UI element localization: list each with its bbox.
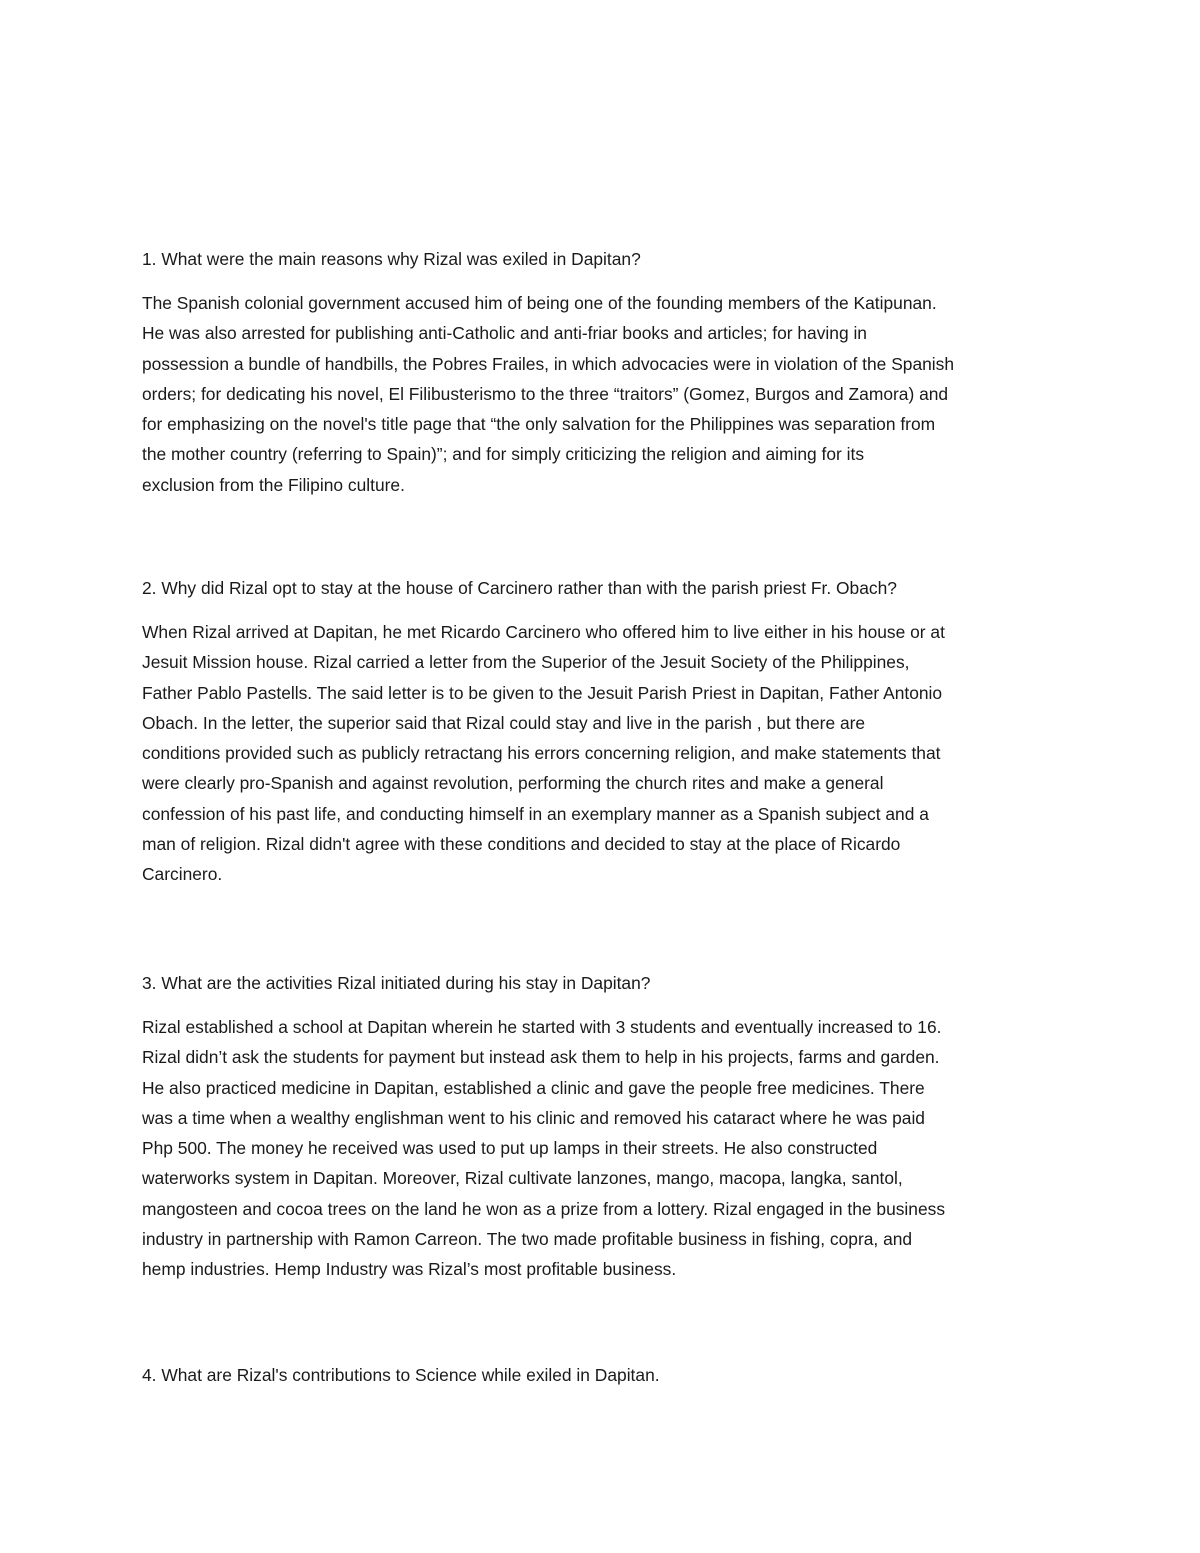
answer-line: Father Pablo Pastells. The said letter is to be given to the Jesuit Parish Priest in Dapitan, Father Antonio: [142, 682, 943, 703]
question-section-4: [142, 1360, 660, 1390]
answer-line: The Spanish colonial government accused him of being one of the founding members of the Katipunan.: [142, 293, 937, 313]
question-1-heading: 1. What were the main reasons why Rizal was exiled in Dapitan?: [142, 249, 641, 269]
answer-line: hemp industries. Hemp Industry was Rizal’s most profitable business.: [142, 1259, 677, 1280]
answer-line: was a time when a wealthy englishman went to his clinic and removed his cataract where he was paid: [142, 1107, 925, 1128]
answer-line: orders; for dedicating his novel, El Filibusterismo to the three “traitors” (Gomez, Burgos and Zamora) and: [142, 383, 949, 404]
answer-line: conditions provided such as publicly retractang his errors concerning religion, and make statements that: [142, 743, 941, 764]
answer-line: Carcinero.: [142, 864, 223, 885]
answer-line: Jesuit Mission house. Rizal carried a letter from the Superior of the Jesuit Society of the Philippines,: [142, 652, 910, 673]
answer-line: Rizal didn’t ask the students for payment but instead ask them to help in his projects, farms and garden.: [142, 1047, 940, 1068]
answer-1-paragraph: [142, 288, 954, 500]
question-section-3: [142, 968, 945, 1285]
question-4-heading: 4. What are Rizal's contributions to Science while exiled in Dapitan.: [142, 1365, 660, 1385]
answer-line: industry in partnership with Ramon Carreon. The two made profitable business in fishing, copra, and: [142, 1229, 913, 1250]
question-section-2: [142, 573, 945, 890]
answer-line: When Rizal arrived at Dapitan, he met Ricardo Carcinero who offered him to live either in his house or at: [142, 622, 945, 642]
question-section-1: [142, 244, 954, 500]
answer-line: waterworks system in Dapitan. Moreover, Rizal cultivate lanzones, mango, macopa, langka, santol,: [142, 1168, 903, 1189]
answer-line: mangosteen and cocoa trees on the land he won as a prize from a lottery. Rizal engaged in the business: [142, 1198, 946, 1219]
answer-line: Php 500. The money he received was used to put up lamps in their streets. He also constructed: [142, 1138, 878, 1159]
answer-line: exclusion from the Filipino culture.: [142, 474, 405, 495]
answer-line: Rizal established a school at Dapitan wherein he started with 3 students and eventually increased to 16.: [142, 1017, 942, 1037]
question-2-heading: 2. Why did Rizal opt to stay at the house of Carcinero rather than with the parish priest Fr. Obach?: [142, 578, 897, 598]
answer-line: the mother country (referring to Spain)”; and for simply criticizing the religion and aiming for its: [142, 444, 865, 465]
answer-line: possession a bundle of handbills, the Pobres Frailes, in which advocacies were in violation of the Spanish: [142, 353, 955, 374]
answer-2-paragraph: [142, 617, 945, 890]
question-3-heading: 3. What are the activities Rizal initiated during his stay in Dapitan?: [142, 973, 651, 993]
answer-line: He also practiced medicine in Dapitan, established a clinic and gave the people free medicines. There: [142, 1077, 925, 1098]
answer-line: for emphasizing on the novel's title page that “the only salvation for the Philippines was separation from: [142, 414, 936, 435]
answer-line: were clearly pro-Spanish and against revolution, performing the church rites and make a general: [142, 773, 884, 794]
answer-3-paragraph: [142, 1012, 945, 1285]
answer-line: man of religion. Rizal didn't agree with these conditions and decided to stay at the place of Ricardo: [142, 834, 901, 855]
answer-line: He was also arrested for publishing anti-Catholic and anti-friar books and articles; for having in: [142, 323, 867, 344]
answer-line: Obach. In the letter, the superior said that Rizal could stay and live in the parish , but there are: [142, 712, 866, 733]
answer-line: confession of his past life, and conducting himself in an exemplary manner as a Spanish subject and a: [142, 803, 929, 824]
